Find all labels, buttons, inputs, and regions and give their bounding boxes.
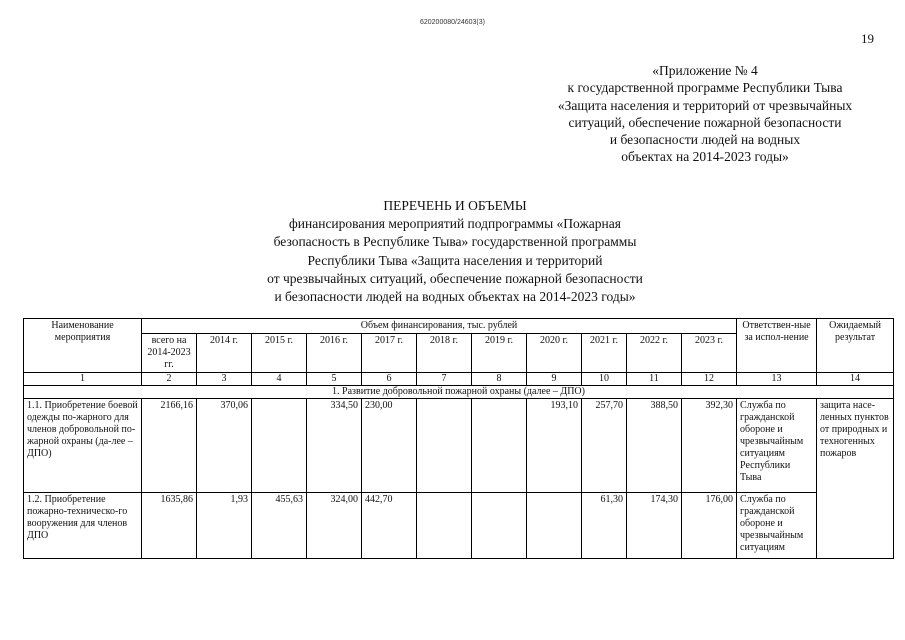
table-row	[24, 493, 894, 559]
measure-name: 1.2. Приобретение пожарно-техническо-го вооружения для членов ДПО	[24, 493, 142, 559]
value-cell: 2166,16	[142, 399, 197, 493]
header-year: всего на 2014-2023 гг.	[142, 334, 197, 373]
appendix-line: «Приложение № 4	[652, 63, 758, 78]
header-row	[24, 319, 894, 334]
value-cell: 1,93	[197, 493, 252, 559]
header-year: 2022 г.	[627, 334, 682, 373]
title-line: Республики Тыва «Защита населения и территорий	[307, 252, 603, 268]
header-year: 2016 г.	[307, 334, 362, 373]
appendix-line: «Защита населения и территорий от чрезвычайных	[557, 97, 853, 113]
section-title: 1. Развитие добровольной пожарной охраны (далее – ДПО)	[24, 386, 894, 399]
title-line: ПЕРЕЧЕНЬ И ОБЪЕМЫ	[383, 198, 527, 213]
value-cell	[252, 399, 307, 493]
column-number: 13	[737, 373, 817, 386]
title-line: от чрезвычайных ситуаций, обеспечение пожарной безопасности	[267, 270, 643, 286]
appendix-line: и безопасности людей на водных	[609, 132, 801, 148]
value-cell: 176,00	[682, 493, 737, 559]
value-cell: 392,30	[682, 399, 737, 493]
appendix-heading	[520, 62, 890, 166]
value-cell	[417, 493, 472, 559]
column-number: 5	[307, 373, 362, 386]
value-cell: 257,70	[582, 399, 627, 493]
column-number: 11	[627, 373, 682, 386]
appendix-line: объектах на 2014-2023 годы»	[621, 149, 789, 165]
responsible-cell: Служба по гражданской обороне и чрезвычайным ситуациям Республики Тыва	[737, 399, 817, 493]
header-year: 2020 г.	[527, 334, 582, 373]
value-cell: 442,70	[362, 493, 417, 559]
title-line: безопасность в Республике Тыва» государственной программы	[273, 234, 637, 250]
header-result: Ожидаемый результат	[817, 319, 894, 373]
column-number: 7	[417, 373, 472, 386]
header-name: Наименование мероприятия	[24, 319, 142, 373]
value-cell: 370,06	[197, 399, 252, 493]
value-cell: 324,00	[307, 493, 362, 559]
header-year: 2018 г.	[417, 334, 472, 373]
result-cell: защита насе-ленных пунктов от природных и техногенных пожаров	[817, 399, 894, 559]
column-number: 3	[197, 373, 252, 386]
value-cell: 230,00	[362, 399, 417, 493]
value-cell: 388,50	[627, 399, 682, 493]
page-number: 19	[861, 31, 874, 46]
value-cell: 334,50	[307, 399, 362, 493]
value-cell	[417, 399, 472, 493]
appendix-line: ситуаций, обеспечение пожарной безопасности	[568, 114, 842, 130]
value-cell	[472, 493, 527, 559]
column-number: 8	[472, 373, 527, 386]
column-number: 2	[142, 373, 197, 386]
header-year: 2023 г.	[682, 334, 737, 373]
value-cell: 174,30	[627, 493, 682, 559]
header-funding: Объем финансирования, тыс. рублей	[142, 319, 737, 334]
value-cell: 193,10	[527, 399, 582, 493]
column-number: 9	[527, 373, 582, 386]
value-cell: 1635,86	[142, 493, 197, 559]
column-numbers-row	[24, 373, 894, 386]
value-cell: 61,30	[582, 493, 627, 559]
header-year: 2014 г.	[197, 334, 252, 373]
header-year: 2021 г.	[582, 334, 627, 373]
measure-name: 1.1. Приобретение боевой одежды по-жарного для членов добровольной по-жарной охраны (да-лее – ДПО)	[24, 399, 142, 493]
value-cell: 455,63	[252, 493, 307, 559]
column-number: 12	[682, 373, 737, 386]
title-line: и безопасности людей на водных объектах на 2014-2023 годы»	[274, 289, 636, 305]
column-number: 4	[252, 373, 307, 386]
section-row	[24, 386, 894, 399]
header-year: 2017 г.	[362, 334, 417, 373]
document-title	[190, 197, 720, 306]
value-cell	[472, 399, 527, 493]
column-number: 14	[817, 373, 894, 386]
document-id: 620200080/24603(3)	[419, 19, 485, 26]
responsible-cell: Служба по гражданской обороне и чрезвычайным ситуациям	[737, 493, 817, 559]
column-number: 6	[362, 373, 417, 386]
header-year: 2019 г.	[472, 334, 527, 373]
value-cell	[527, 493, 582, 559]
title-line: финансирования мероприятий подпрограммы «Пожарная	[289, 216, 621, 232]
header-year: 2015 г.	[252, 334, 307, 373]
header-responsible: Ответствен-ные за испол-нение	[737, 319, 817, 373]
appendix-line: к государственной программе Республики Тыва	[567, 80, 843, 96]
column-number: 10	[582, 373, 627, 386]
table-row	[24, 399, 894, 493]
column-number: 1	[24, 373, 142, 386]
financing-table	[23, 318, 894, 559]
